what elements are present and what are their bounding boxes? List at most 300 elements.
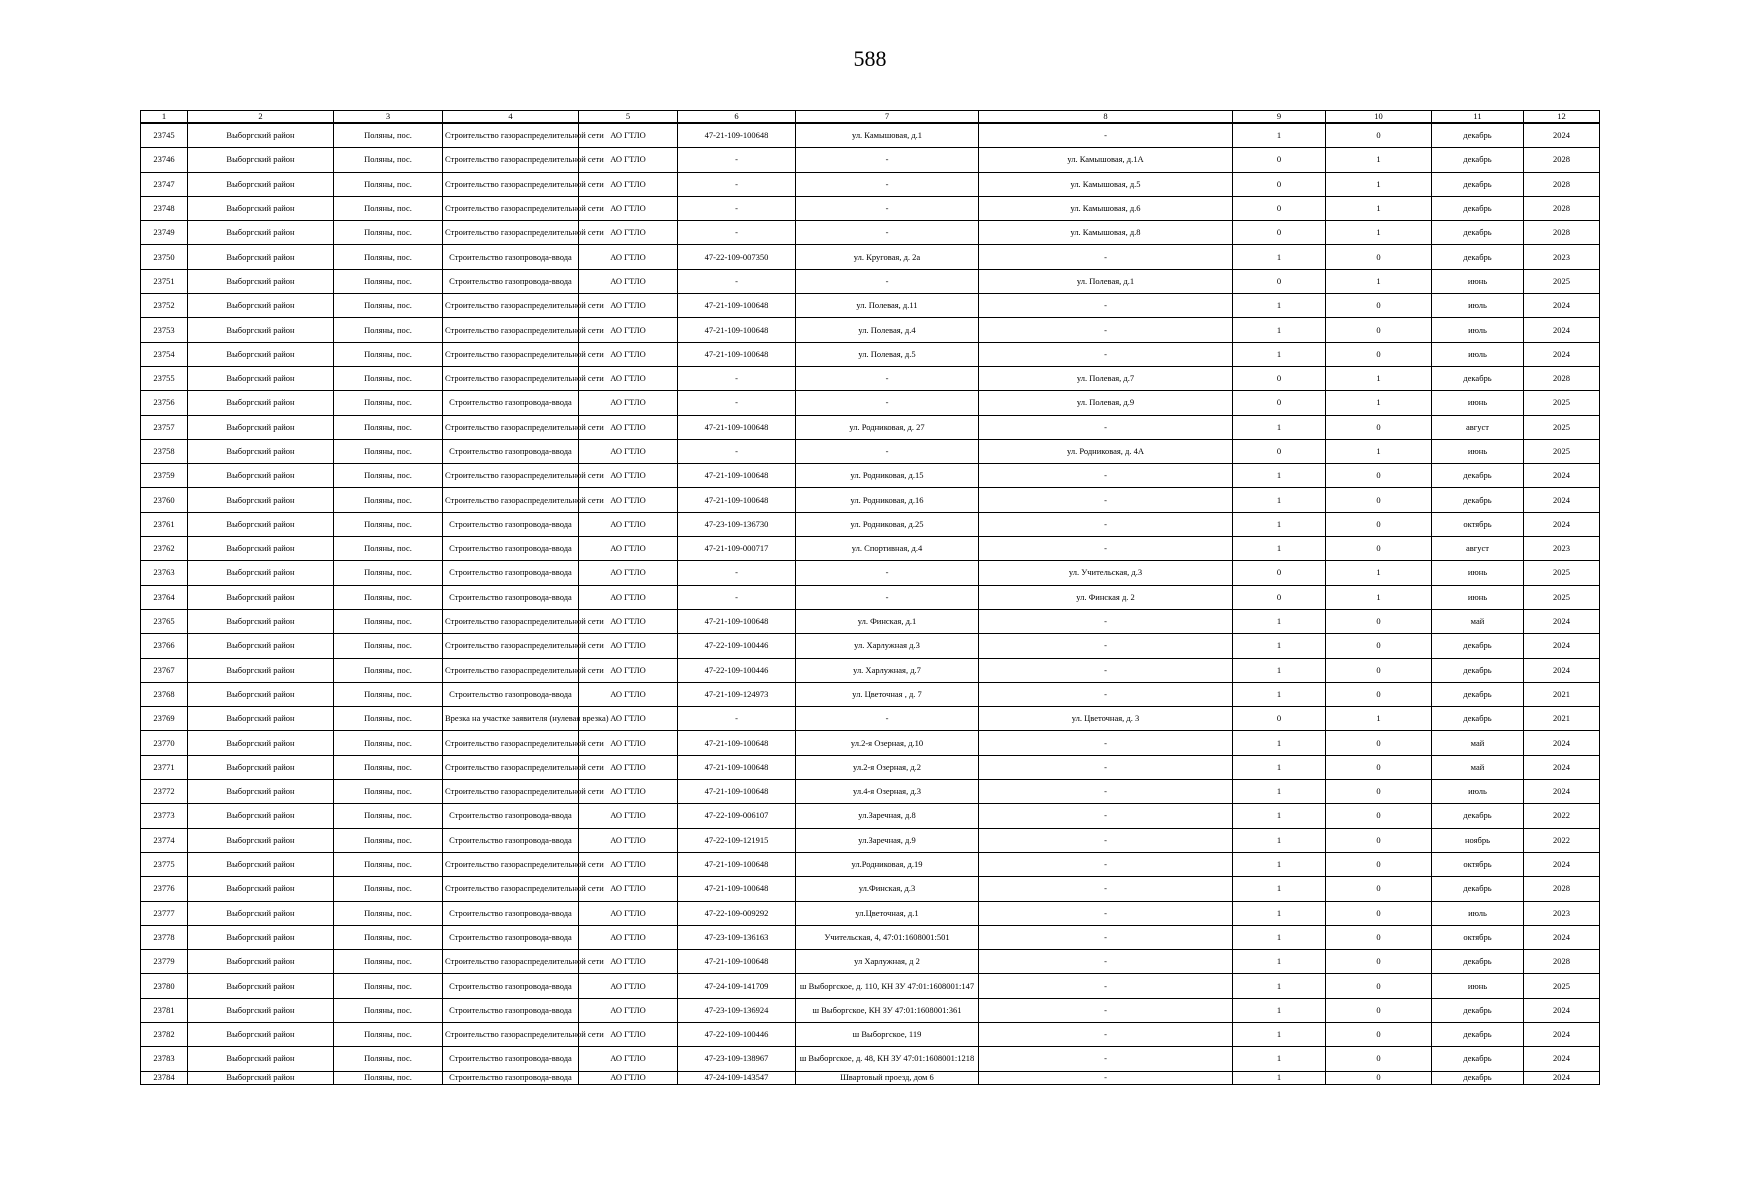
table-cell: 2024: [1524, 731, 1600, 755]
table-cell: октябрь: [1432, 852, 1524, 876]
table-cell: ул. Харлужная д.3: [796, 634, 979, 658]
column-header: 5: [579, 111, 678, 124]
table-row: [141, 561, 1600, 585]
table-cell: 1: [1233, 828, 1326, 852]
table-cell: 1: [1233, 852, 1326, 876]
table-cell: 23766: [141, 634, 188, 658]
table-cell: 2028: [1524, 196, 1600, 220]
table-row: [141, 148, 1600, 172]
table-row: [141, 755, 1600, 779]
table-row: [141, 585, 1600, 609]
table-cell: Строительство газораспределительной сети: [443, 415, 579, 439]
table-cell: декабрь: [1432, 658, 1524, 682]
table-cell: 2022: [1524, 804, 1600, 828]
table-header: [141, 111, 1600, 124]
table-cell: 1: [1233, 658, 1326, 682]
table-cell: 0: [1326, 998, 1432, 1022]
table-cell: АО ГТЛО: [579, 925, 678, 949]
table-cell: 23753: [141, 318, 188, 342]
table-cell: ул. Полевая, д.4: [796, 318, 979, 342]
table-cell: -: [678, 585, 796, 609]
table-row: [141, 512, 1600, 536]
table-cell: Выборгский район: [188, 804, 334, 828]
table-cell: ш Выборгское, д. 48, КН ЗУ 47:01:1608001:1218: [796, 1047, 979, 1071]
table-cell: Выборгский район: [188, 464, 334, 488]
table-cell: ул. Камышовая, д.5: [979, 172, 1233, 196]
table-cell: ул.Родниковая, д.19: [796, 852, 979, 876]
table-cell: АО ГТЛО: [579, 488, 678, 512]
table-cell: 2024: [1524, 998, 1600, 1022]
table-cell: 1: [1233, 488, 1326, 512]
table-row: [141, 852, 1600, 876]
table-cell: 0: [1326, 245, 1432, 269]
table-cell: 23748: [141, 196, 188, 220]
table-cell: Поляны, пос.: [334, 512, 443, 536]
table-row: [141, 123, 1600, 148]
table-cell: Строительство газопровода-ввода: [443, 804, 579, 828]
table-cell: 2024: [1524, 755, 1600, 779]
table-cell: 1: [1326, 707, 1432, 731]
table-cell: Выборгский район: [188, 780, 334, 804]
table-cell: май: [1432, 755, 1524, 779]
table-cell: АО ГТЛО: [579, 415, 678, 439]
table-cell: Строительство газопровода-ввода: [443, 537, 579, 561]
table-cell: 1: [1233, 998, 1326, 1022]
table-cell: август: [1432, 537, 1524, 561]
table-row: [141, 731, 1600, 755]
table-cell: ул. Полевая, д.1: [979, 269, 1233, 293]
table-cell: Поляны, пос.: [334, 585, 443, 609]
table-cell: Строительство газораспределительной сети: [443, 634, 579, 658]
table-cell: АО ГТЛО: [579, 561, 678, 585]
table-cell: 47-21-109-100648: [678, 318, 796, 342]
table-cell: Выборгский район: [188, 1022, 334, 1046]
table-cell: 0: [1326, 658, 1432, 682]
table-cell: АО ГТЛО: [579, 439, 678, 463]
table-cell: Выборгский район: [188, 634, 334, 658]
table-cell: декабрь: [1432, 366, 1524, 390]
table-cell: -: [796, 196, 979, 220]
table-cell: Строительство газопровода-ввода: [443, 561, 579, 585]
table-cell: 0: [1326, 609, 1432, 633]
table-cell: Выборгский район: [188, 391, 334, 415]
table-cell: -: [979, 1047, 1233, 1071]
table-cell: Выборгский район: [188, 561, 334, 585]
table-cell: АО ГТЛО: [579, 269, 678, 293]
table-cell: 2021: [1524, 682, 1600, 706]
table-cell: 0: [1326, 123, 1432, 148]
table-cell: Строительство газопровода-ввода: [443, 998, 579, 1022]
table-cell: АО ГТЛО: [579, 196, 678, 220]
table-row: [141, 658, 1600, 682]
column-header: 4: [443, 111, 579, 124]
table-cell: -: [678, 269, 796, 293]
table-cell: -: [979, 512, 1233, 536]
table-cell: Строительство газораспределительной сети: [443, 950, 579, 974]
table-cell: -: [678, 221, 796, 245]
table-cell: Выборгский район: [188, 172, 334, 196]
table-cell: 47-22-109-009292: [678, 901, 796, 925]
table-cell: ул. Финская д. 2: [979, 585, 1233, 609]
table-cell: 0: [1233, 439, 1326, 463]
table-cell: 2028: [1524, 877, 1600, 901]
table-cell: 23746: [141, 148, 188, 172]
table-cell: -: [678, 439, 796, 463]
table-cell: Поляны, пос.: [334, 294, 443, 318]
table-cell: 1: [1233, 1022, 1326, 1046]
table-cell: 23777: [141, 901, 188, 925]
table-row: [141, 1071, 1600, 1084]
table-cell: 0: [1326, 682, 1432, 706]
table-cell: Выборгский район: [188, 974, 334, 998]
table-cell: 0: [1233, 172, 1326, 196]
table-cell: 2024: [1524, 488, 1600, 512]
table-cell: декабрь: [1432, 877, 1524, 901]
table-cell: 1: [1326, 366, 1432, 390]
table-cell: 47-24-109-143547: [678, 1071, 796, 1084]
table-cell: Строительство газораспределительной сети: [443, 172, 579, 196]
table-cell: 1: [1326, 391, 1432, 415]
table-cell: 2024: [1524, 512, 1600, 536]
table-cell: 23762: [141, 537, 188, 561]
table-cell: Выборгский район: [188, 852, 334, 876]
table-cell: 0: [1326, 318, 1432, 342]
table-cell: Поляны, пос.: [334, 998, 443, 1022]
table-cell: 47-21-109-100648: [678, 731, 796, 755]
table-cell: 1: [1233, 318, 1326, 342]
table-cell: 0: [1233, 707, 1326, 731]
table-cell: ул. Цветочная, д. 3: [979, 707, 1233, 731]
table-cell: Строительство газопровода-ввода: [443, 439, 579, 463]
table-cell: 0: [1326, 950, 1432, 974]
table-cell: ш Выборгское, д. 110, КН ЗУ 47:01:1608001:147: [796, 974, 979, 998]
table-cell: -: [678, 561, 796, 585]
table-cell: -: [979, 950, 1233, 974]
table-cell: АО ГТЛО: [579, 391, 678, 415]
table-cell: Выборгский район: [188, 925, 334, 949]
table-cell: Выборгский район: [188, 294, 334, 318]
table-cell: Строительство газораспределительной сети: [443, 658, 579, 682]
header-row: [141, 111, 1600, 124]
table-cell: ул.Финская, д.3: [796, 877, 979, 901]
table-cell: июнь: [1432, 391, 1524, 415]
table-row: [141, 464, 1600, 488]
table-cell: -: [796, 439, 979, 463]
table-cell: Строительство газопровода-ввода: [443, 828, 579, 852]
table-cell: 23760: [141, 488, 188, 512]
table-cell: 23769: [141, 707, 188, 731]
table-cell: ул. Камышовая, д.6: [979, 196, 1233, 220]
table-cell: 0: [1233, 196, 1326, 220]
table-cell: -: [979, 415, 1233, 439]
table-cell: 1: [1326, 269, 1432, 293]
table-cell: Поляны, пос.: [334, 609, 443, 633]
table-cell: 1: [1233, 464, 1326, 488]
table-cell: Строительство газопровода-ввода: [443, 512, 579, 536]
table-cell: 0: [1326, 342, 1432, 366]
table-cell: 23758: [141, 439, 188, 463]
table-cell: 1: [1326, 439, 1432, 463]
table-cell: -: [796, 585, 979, 609]
table-cell: 23775: [141, 852, 188, 876]
table-cell: -: [678, 391, 796, 415]
table-row: [141, 925, 1600, 949]
table-cell: 0: [1326, 1022, 1432, 1046]
table-cell: АО ГТЛО: [579, 998, 678, 1022]
table-cell: 47-23-109-136730: [678, 512, 796, 536]
table-cell: июнь: [1432, 561, 1524, 585]
table-cell: 1: [1326, 585, 1432, 609]
table-cell: -: [979, 1071, 1233, 1084]
table-cell: 47-22-109-121915: [678, 828, 796, 852]
table-cell: АО ГТЛО: [579, 1071, 678, 1084]
table-cell: 47-23-109-138967: [678, 1047, 796, 1071]
table-cell: 47-24-109-141709: [678, 974, 796, 998]
table-cell: 2028: [1524, 366, 1600, 390]
table-cell: Поляны, пос.: [334, 269, 443, 293]
table-cell: 2024: [1524, 1047, 1600, 1071]
table-cell: 1: [1233, 925, 1326, 949]
table-cell: Выборгский район: [188, 998, 334, 1022]
table-cell: июнь: [1432, 439, 1524, 463]
data-table: [140, 110, 1600, 1085]
table-cell: Выборгский район: [188, 682, 334, 706]
table-cell: 2028: [1524, 148, 1600, 172]
table-cell: май: [1432, 731, 1524, 755]
table-cell: декабрь: [1432, 1071, 1524, 1084]
table-cell: Строительство газораспределительной сети: [443, 780, 579, 804]
table-cell: ул. Спортивная, д.4: [796, 537, 979, 561]
table-cell: АО ГТЛО: [579, 245, 678, 269]
table-cell: 2024: [1524, 609, 1600, 633]
table-row: [141, 245, 1600, 269]
table-cell: АО ГТЛО: [579, 512, 678, 536]
table-cell: 1: [1326, 221, 1432, 245]
column-header: 3: [334, 111, 443, 124]
table-cell: Поляны, пос.: [334, 1022, 443, 1046]
table-cell: 47-21-109-100648: [678, 488, 796, 512]
table-cell: -: [979, 464, 1233, 488]
table-cell: 1: [1233, 512, 1326, 536]
table-body: [141, 123, 1600, 1084]
table-cell: декабрь: [1432, 196, 1524, 220]
table-cell: Поляны, пос.: [334, 780, 443, 804]
table-cell: Поляны, пос.: [334, 221, 443, 245]
table-cell: 23747: [141, 172, 188, 196]
table-cell: 23749: [141, 221, 188, 245]
table-cell: Выборгский район: [188, 609, 334, 633]
table-cell: АО ГТЛО: [579, 731, 678, 755]
table-cell: декабрь: [1432, 172, 1524, 196]
table-cell: Поляны, пос.: [334, 464, 443, 488]
table-cell: 0: [1233, 148, 1326, 172]
table-cell: июль: [1432, 294, 1524, 318]
table-row: [141, 318, 1600, 342]
table-row: [141, 998, 1600, 1022]
table-cell: ул. Камышовая, д.8: [979, 221, 1233, 245]
table-cell: Строительство газопровода-ввода: [443, 245, 579, 269]
table-cell: 47-21-109-100648: [678, 415, 796, 439]
table-cell: -: [796, 561, 979, 585]
table-row: [141, 901, 1600, 925]
table-cell: Поляны, пос.: [334, 925, 443, 949]
table-cell: Поляны, пос.: [334, 366, 443, 390]
column-header: 6: [678, 111, 796, 124]
table-cell: -: [979, 755, 1233, 779]
table-cell: АО ГТЛО: [579, 828, 678, 852]
table-cell: АО ГТЛО: [579, 901, 678, 925]
table-cell: Поляны, пос.: [334, 148, 443, 172]
table-cell: 2024: [1524, 318, 1600, 342]
table-cell: 47-21-109-100648: [678, 123, 796, 148]
table-cell: Выборгский район: [188, 318, 334, 342]
table-cell: июль: [1432, 342, 1524, 366]
table-cell: декабрь: [1432, 488, 1524, 512]
table-cell: 1: [1233, 901, 1326, 925]
table-cell: ул. Полевая, д.5: [796, 342, 979, 366]
table-cell: ш Выборгское, КН ЗУ 47:01:1608001:361: [796, 998, 979, 1022]
table-row: [141, 707, 1600, 731]
column-header: 9: [1233, 111, 1326, 124]
table-cell: 47-23-109-136163: [678, 925, 796, 949]
table-cell: 23773: [141, 804, 188, 828]
table-cell: АО ГТЛО: [579, 221, 678, 245]
table-cell: -: [979, 537, 1233, 561]
table-cell: Строительство газораспределительной сети: [443, 609, 579, 633]
table-cell: 0: [1326, 731, 1432, 755]
table-cell: ул.Цветочная, д.1: [796, 901, 979, 925]
table-cell: Строительство газопровода-ввода: [443, 1047, 579, 1071]
table-cell: 2022: [1524, 828, 1600, 852]
table-cell: 2025: [1524, 415, 1600, 439]
table-cell: 2023: [1524, 537, 1600, 561]
table-cell: АО ГТЛО: [579, 342, 678, 366]
table-cell: ул. Харлужная, д.7: [796, 658, 979, 682]
table-cell: Выборгский район: [188, 512, 334, 536]
table-cell: Поляны, пос.: [334, 342, 443, 366]
table-cell: декабрь: [1432, 634, 1524, 658]
table-cell: АО ГТЛО: [579, 294, 678, 318]
table-cell: декабрь: [1432, 707, 1524, 731]
table-cell: Учительская, 4, 47:01:1608001:501: [796, 925, 979, 949]
table-cell: июль: [1432, 318, 1524, 342]
table-cell: Строительство газопровода-ввода: [443, 974, 579, 998]
table-cell: ул.Заречная, д.8: [796, 804, 979, 828]
table-cell: -: [979, 1022, 1233, 1046]
table-cell: Строительство газопровода-ввода: [443, 682, 579, 706]
table-cell: АО ГТЛО: [579, 172, 678, 196]
table-cell: Выборгский район: [188, 245, 334, 269]
table-row: [141, 391, 1600, 415]
table-cell: 23770: [141, 731, 188, 755]
table-cell: Поляны, пос.: [334, 561, 443, 585]
table-cell: 2025: [1524, 391, 1600, 415]
table-cell: Строительство газораспределительной сети: [443, 123, 579, 148]
table-cell: 23780: [141, 974, 188, 998]
table-cell: 23783: [141, 1047, 188, 1071]
table-cell: Швартовый проезд, дом 6: [796, 1071, 979, 1084]
table-cell: АО ГТЛО: [579, 780, 678, 804]
table-cell: 2023: [1524, 245, 1600, 269]
table-cell: 47-22-109-006107: [678, 804, 796, 828]
table-cell: 47-21-109-100648: [678, 464, 796, 488]
table-cell: июль: [1432, 780, 1524, 804]
table-cell: 0: [1326, 755, 1432, 779]
table-cell: ул. Полевая, д.7: [979, 366, 1233, 390]
table-cell: 2025: [1524, 585, 1600, 609]
table-cell: АО ГТЛО: [579, 366, 678, 390]
table-cell: 2025: [1524, 974, 1600, 998]
table-row: [141, 950, 1600, 974]
table-cell: 23778: [141, 925, 188, 949]
table-cell: 1: [1233, 634, 1326, 658]
table-cell: ул. Родниковая, д.15: [796, 464, 979, 488]
table-cell: -: [796, 148, 979, 172]
table-cell: Выборгский район: [188, 269, 334, 293]
table-cell: АО ГТЛО: [579, 950, 678, 974]
table-row: [141, 1047, 1600, 1071]
table-cell: -: [678, 707, 796, 731]
table-cell: 0: [1326, 512, 1432, 536]
table-row: [141, 269, 1600, 293]
table-cell: Строительство газораспределительной сети: [443, 1022, 579, 1046]
table-cell: ул. Полевая, д.9: [979, 391, 1233, 415]
table-cell: 23755: [141, 366, 188, 390]
table-row: [141, 828, 1600, 852]
table-cell: 2024: [1524, 925, 1600, 949]
table-cell: 23767: [141, 658, 188, 682]
table-cell: АО ГТЛО: [579, 755, 678, 779]
table-row: [141, 780, 1600, 804]
table-cell: 1: [1233, 123, 1326, 148]
table-cell: июнь: [1432, 269, 1524, 293]
table-cell: 47-22-109-100446: [678, 634, 796, 658]
table-cell: Строительство газопровода-ввода: [443, 925, 579, 949]
table-cell: ул. Родниковая, д. 4А: [979, 439, 1233, 463]
table-cell: -: [979, 682, 1233, 706]
table-cell: Строительство газораспределительной сети: [443, 852, 579, 876]
table-cell: Строительство газораспределительной сети: [443, 731, 579, 755]
table-cell: ул.4-я Озерная, д.3: [796, 780, 979, 804]
table-cell: 0: [1326, 780, 1432, 804]
table-cell: 0: [1326, 488, 1432, 512]
table-cell: 2024: [1524, 658, 1600, 682]
table-cell: Выборгский район: [188, 439, 334, 463]
table-cell: Строительство газораспределительной сети: [443, 294, 579, 318]
table-cell: Поляны, пос.: [334, 731, 443, 755]
table-cell: 47-21-109-100648: [678, 755, 796, 779]
table-cell: АО ГТЛО: [579, 658, 678, 682]
table-cell: -: [678, 172, 796, 196]
table-cell: 2028: [1524, 221, 1600, 245]
table-cell: 0: [1326, 1047, 1432, 1071]
table-cell: Строительство газопровода-ввода: [443, 585, 579, 609]
table-cell: ул. Круговая, д. 2а: [796, 245, 979, 269]
table-cell: 23772: [141, 780, 188, 804]
table-cell: 1: [1233, 342, 1326, 366]
table-cell: 0: [1233, 391, 1326, 415]
table-cell: октябрь: [1432, 512, 1524, 536]
table-row: [141, 221, 1600, 245]
table-row: [141, 537, 1600, 561]
table-cell: 2024: [1524, 852, 1600, 876]
table-cell: Поляны, пос.: [334, 1071, 443, 1084]
table-cell: Поляны, пос.: [334, 537, 443, 561]
table-cell: -: [979, 318, 1233, 342]
table-cell: декабрь: [1432, 682, 1524, 706]
table-cell: -: [979, 852, 1233, 876]
table-cell: декабрь: [1432, 148, 1524, 172]
